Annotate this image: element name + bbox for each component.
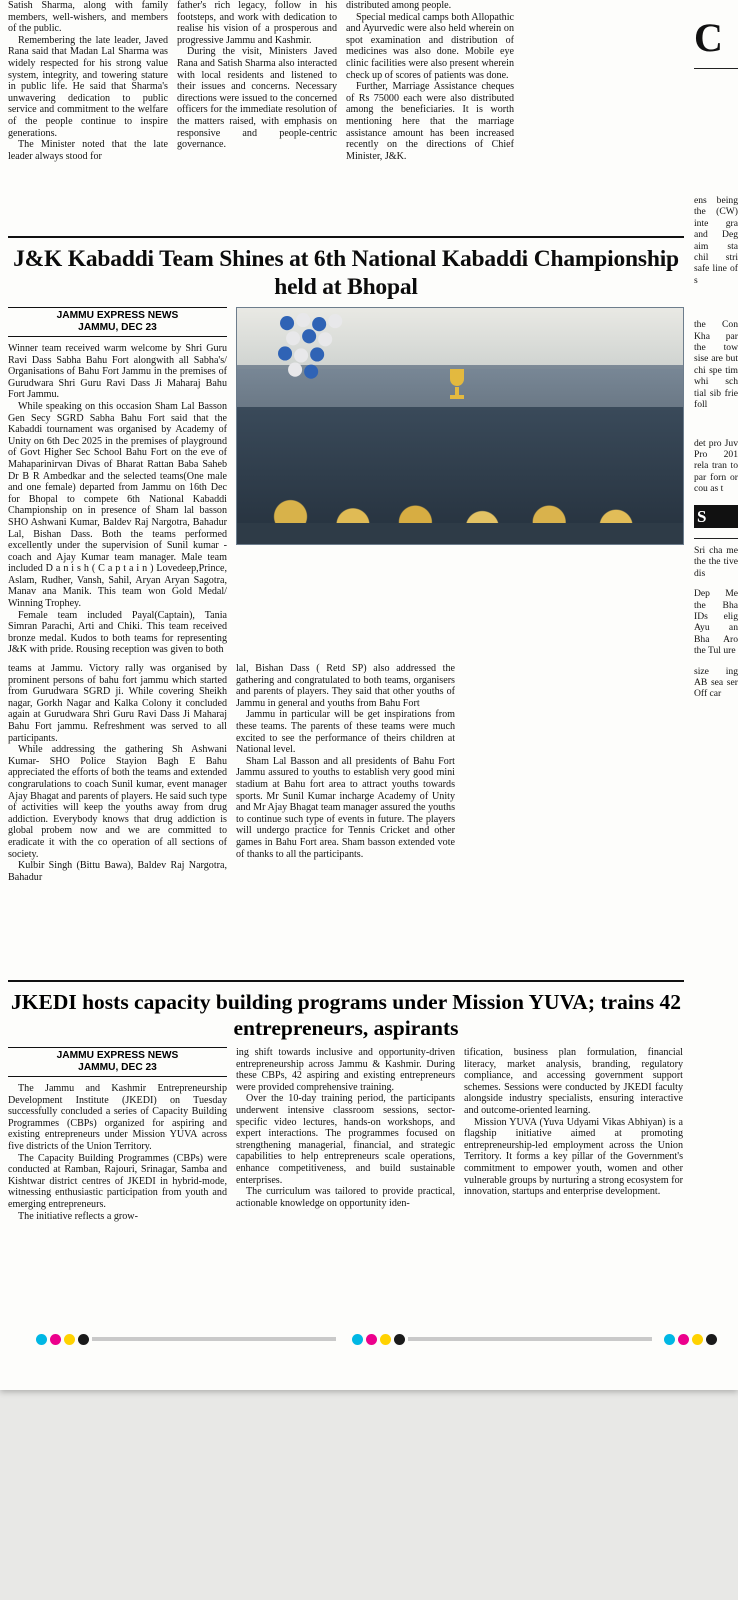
- paragraph: The Capacity Building Programmes (CBPs) were conducted at Ramban, Rajouri, Srinagar, Samba and Kishtwar district centres of JKEDI in hybrid-mode, witnessing enthusiastic participation from youth and emerging entrepreneurs.: [8, 1152, 227, 1210]
- photo-floor: [237, 523, 683, 544]
- byline-dateline: JAMMU, DEC 23: [78, 1062, 157, 1073]
- paragraph: tification, business plan formulation, financial literacy, market analysis, branding, regulatory compliance, and accessing government support schemes. Sessions were conducted by JKEDI faculty alongside industry specialists, ensuring interactive and outcome-oriented learning.: [464, 1047, 683, 1116]
- rail-section-badge: S: [694, 505, 738, 528]
- kabaddi-lower-columns: [8, 663, 684, 883]
- reg-dot-black: [394, 1334, 405, 1345]
- registration-bar-center: [352, 1332, 652, 1346]
- top-stories-band: [8, 0, 684, 236]
- reg-dot-magenta: [678, 1334, 689, 1345]
- paragraph: ing shift towards inclusive and opportunity-driven entrepreneurship across Jammu & Kashmir. During these CBPs, 42 aspiring and existing entrepreneurs were provided comprehensive training.: [236, 1047, 455, 1093]
- reg-dot-magenta: [50, 1334, 61, 1345]
- rail-lower-block-3: size ing AB sea ser Off car: [694, 665, 738, 700]
- reg-dot-yellow: [380, 1334, 391, 1345]
- byline-source: JAMMU EXPRESS NEWS: [56, 1050, 179, 1061]
- paragraph: The Minister noted that the late leader always stood for: [8, 139, 168, 162]
- rail-divider-2: [694, 538, 738, 539]
- reg-dot-cyan: [36, 1334, 47, 1345]
- rail-block-2: the Con Kha par the tow sise are but chi spe tim whi sch tial sib frie foll: [694, 319, 738, 411]
- trophy-icon: [442, 365, 472, 407]
- article-jkedi: [8, 980, 684, 1222]
- reg-dot-magenta: [366, 1334, 377, 1345]
- paragraph: The Jammu and Kashmir Entrepreneurship Development Institute (JKEDI) on Tuesday successfully concluded a series of Capacity Building Programmes (CBPs) organized for aspiring and existing entrepreneurs under Mission YUVA across five districts of the Union Territory.: [8, 1083, 227, 1152]
- jkedi-column-3: [464, 1047, 683, 1222]
- paragraph: During the visit, Ministers Javed Rana and Satish Sharma also interacted with local residents and listened to their issues and concerns. Necessary directions were issued to the concerned officers for the immediate resolution of the matters raised, with emphasis on responsive and people-centric governance.: [177, 46, 337, 151]
- paragraph: Jammu in particular will be get inspirations from these teams. The parents of these teams were much excited to see the performance of theirs children at National level.: [236, 709, 455, 756]
- paragraph: Kulbir Singh (Bittu Bawa), Baldev Raj Nargotra, Bahadur: [8, 860, 227, 883]
- paragraph: Sham Lal Basson and all presidents of Bahu Fort Jammu assured to youths to establish very good mini stadium at Bahu fort area to attract youths towards sports. Mr Sunil Kumar incharge Academy of Unity and Mr Ajay Bhagat team manager assured the youths to continue such type of events in future. The players will undergo practice for Tennis Cricket and other games in Bahu Fort area. Sham basson extended vote of thanks to all the participants.: [236, 755, 455, 860]
- paragraph: Special medical camps both Allopathic and Ayurvedic were also held wherein on spot examination and distribution of medicines was also done. Mobile eye clinic facilities were also present wherein check up of scores of patients was done.: [346, 11, 514, 81]
- rail-divider: [694, 68, 738, 69]
- reg-dot-black: [706, 1334, 717, 1345]
- article-jkedi-headline: JKEDI hosts capacity building programs under Mission YUVA; trains 42 entrepreneurs, aspirants: [11, 990, 681, 1040]
- rail-lower-block-2: Dep Me the Bha IDs elig Ayu an Bha Aro the Tul ure: [694, 588, 738, 657]
- paragraph: The curriculum was tailored to provide practical, actionable knowledge on opportunity iden-: [236, 1186, 455, 1209]
- reg-dot-yellow: [64, 1334, 75, 1345]
- rail-block-1: ens being the (CW) inte gra and Deg aim sta chil stri safe line of s: [694, 195, 738, 286]
- paragraph: Satish Sharma, along with family members, well-wishers, and members of the public.: [8, 0, 168, 35]
- article-divider: [8, 236, 684, 238]
- jkedi-col-1-wrap: [8, 1047, 227, 1222]
- top-story-column-2: [177, 0, 337, 236]
- top-story-column-3: [346, 0, 514, 236]
- paragraph: Over the 10-day training period, the participants underwent intensive classroom sessions, sector-specific video lectures, hands-on workshops, and expert interactions. The programmes focused on strengthening managerial, financial, and strategic capabilities to help entrepreneurs scale operations, enhance competitiveness, and build sustainable enterprises.: [236, 1093, 455, 1186]
- top-story-column-1: [8, 0, 168, 236]
- registration-bar-left: [36, 1332, 336, 1346]
- jkedi-column-2: [236, 1047, 455, 1222]
- kabaddi-column-1-cont: [8, 663, 227, 883]
- jkedi-columns: [8, 1047, 684, 1222]
- balloon-cluster-icon: [273, 313, 434, 384]
- article-kabaddi-photo: [236, 307, 684, 545]
- paragraph: Winner team received warm welcome by Shri Guru Ravi Dass Sabha Bahu Fort alongwith all Sabha's/ Organisations of Bahu Fort Jammu in the premises of Gurudwara Shri Guru Ravi Dass Ji Maharaj Bahu Fort Jammu.: [8, 343, 227, 401]
- article-kabaddi: [8, 236, 684, 883]
- reg-line: [92, 1337, 336, 1341]
- rail-block-3: det pro Juv Pro 201 rela tran to par forn or cou as t: [694, 437, 738, 495]
- article-divider-2: [8, 980, 684, 982]
- paragraph: While speaking on this occasion Sham Lal Basson Gen Secy SGRD Sabha Bahu Fort said that the Kabaddi tournament was organised by Academy of Unity on 6th Dec 2025 in the premises of playground of Govt Higher Sec School Bahu Fort on the eve of Mahaparinirvan Divas of Bharat Rattan Baba Saheb Dr B R Ambedkar and the selected teams(One male and one female) departed from Jammu on 16th Dec for Bhopal to compete 6th National Kabaddi Championship on in presence of Sham lal basson SHO Ashwani Kumar, Baldev Raj Nargotra, Bahadur Lal, Bishan Dass. Both the teams performed excellently under the supervision of Sunil kumar - coach and Ajay Kumar team manager. Male team included D a n i s h ( C a p t a i n ) Lovedeep,Prince, Aslam, Rudher, Vansh, Sahil, Aryan Aryan Sagotra, Manav ana Manik. This team won Gold Medal/ Winning Trophey.: [8, 400, 227, 610]
- paragraph: distributed among people.: [346, 0, 452, 11]
- rail-lower-block-1: Sri cha me the the tive dis: [694, 544, 738, 579]
- paragraph: teams at Jammu. Victory rally was organised by prominent persons of bahu fort jammu which started from Gurudwara SGRD ji. While covering Sheikh nagar, Gorkh Nagar and Kalka Colony it concluded again at Gurudwara Shri Guru Ravi Dass Ji Maharaj Bahu Fort jammu. Refreshment was served to all participants.: [8, 663, 227, 744]
- article-jkedi-byline: [8, 1047, 227, 1077]
- right-rail-column: [694, 0, 738, 1390]
- paragraph: Remembering the late leader, Javed Rana said that Madan Lal Sharma was widely respected for his strong value system, integrity, and towering stature in public life. He said that Sharma's unwavering dedication to public service and commitment to the welfare of the people continue to inspire generations.: [8, 34, 168, 139]
- registration-bar-right: [664, 1332, 738, 1346]
- jkedi-column-1: [8, 1083, 227, 1222]
- kabaddi-column-3: [236, 663, 455, 883]
- reg-dot-cyan: [352, 1334, 363, 1345]
- reg-line: [408, 1337, 652, 1341]
- kabaddi-column-spacer: [464, 663, 683, 883]
- photo-balloons: [273, 313, 434, 384]
- reg-dot-yellow: [692, 1334, 703, 1345]
- article-kabaddi-headline: J&K Kabaddi Team Shines at 6th National Kabaddi Championship held at Bhopal: [13, 246, 679, 300]
- byline-dateline: JAMMU, DEC 23: [78, 322, 157, 333]
- reg-dot-black: [78, 1334, 89, 1345]
- kabaddi-column-1: [8, 343, 227, 656]
- article-kabaddi-byline: [8, 307, 227, 337]
- paragraph: While addressing the gathering Sh Ashwani Kumar- SHO Police Stayion Bagh E Bahu appreciated the efforts of both the teams and extended congrarulations to coach Sunil kumar, event manager Ajay Bhagat and parents of players. He said such type of activities will keep the youths away from drug addiction. Everybody knows that drug addiction is global probem now and we are committed to eradicate it with the co operation of all sections of society.: [8, 744, 227, 860]
- byline-source: JAMMU EXPRESS NEWS: [56, 310, 179, 321]
- paragraph: The initiative reflects a grow-: [18, 1210, 138, 1222]
- paragraph: lal, Bishan Dass ( Retd SP) also addressed the gathering and congratulated to both teams, organisers and parents of players. They said that other youths of Jammu in general and youths from Bahu Fort: [236, 663, 455, 709]
- drop-cap: C: [694, 15, 723, 60]
- paragraph: Mission YUVA (Yuva Udyami Vikas Abhiyan) is a flagship initiative aimed at promoting entrepreneurship-led employment across the Union Territory. It forms a key pillar of the Government's commitment to empower youth, women and other vulnerable groups by nurturing a strong ecosystem for innovation, startups and enterprise development.: [464, 1116, 683, 1198]
- paragraph: Female team included Payal(Captain), Tania Simran Parachi, Arti and Chiki. This team received bronze medal. Kudos to both teams for representing J&K with pride. Rousing reception was given to both: [8, 609, 227, 656]
- paragraph: Further, Marriage Assistance cheques of Rs 75000 each were also distributed among the beneficiaries. It is worth mentioning here that the marriage assistance amount has been increased recently on the directions of Chief Minister, J&K.: [346, 81, 514, 162]
- reg-dot-cyan: [664, 1334, 675, 1345]
- paragraph: father's rich legacy, follow in his footsteps, and work with dedication to realise his vision of a prosperous and progressive Jammu and Kashmir.: [177, 0, 337, 46]
